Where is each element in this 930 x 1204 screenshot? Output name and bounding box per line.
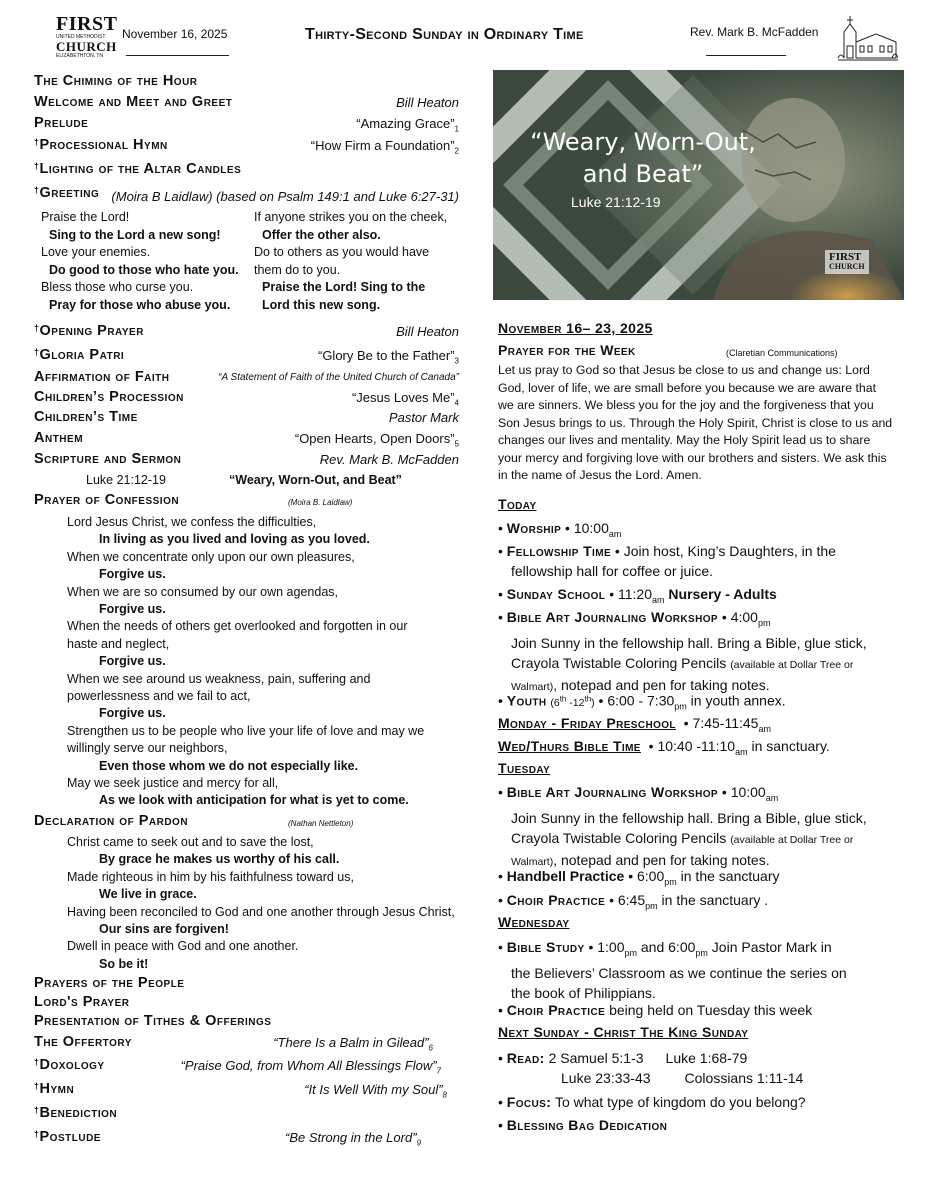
childrens-time-title: Children’s Time <box>34 409 138 425</box>
sunday-school-item: • Sunday School • $11:20_{am}$ Nursery - Adults <box>498 586 777 605</box>
dagger-icon: † <box>34 1129 40 1139</box>
opening-prayer-row <box>34 323 459 343</box>
dagger-icon: † <box>34 1081 40 1091</box>
greeting-response: Pray for those who abuse you. <box>49 297 231 312</box>
gloria-title: †Gloria Patri <box>34 347 125 363</box>
confession-line: May we seek justice and mercy for all, <box>67 776 279 790</box>
postlude-piece: “Be Strong in the $Lord”_9$ <box>285 1130 421 1148</box>
handbell-item: • Handbell Practice • $6:00_{pm}$ in the sanctuary <box>498 868 780 887</box>
week-heading: November 16– 23, 2025 <box>498 320 653 336</box>
pardon-line: Having been reconciled to God and one another through Jesus Christ, <box>67 904 455 919</box>
confession-line: haste and neglect, <box>67 636 170 651</box>
confession-response: Even those whom we do not especially like. <box>99 758 359 773</box>
pardon-response: So be it! <box>99 956 149 971</box>
procession-row <box>34 389 459 409</box>
scripture-reading: Luke 21:12-19 <box>86 473 166 487</box>
logo-church: CHURCH <box>56 39 117 54</box>
prelude-title: Prelude <box>34 115 89 131</box>
pastor-name: Rev. Mark B. McFadden <box>690 25 819 39</box>
tithes-row <box>34 1013 459 1033</box>
pardon-response: Our sins are forgiven! <box>99 922 229 936</box>
preschool-item: Monday - Friday Preschool • $7:45-11:45_{am}$ <box>498 715 771 734</box>
candles-title: †Lighting of the Altar Candles <box>34 161 242 177</box>
sermon-art-logo-first: FIRST <box>829 251 862 263</box>
greeting-response: Praise the Lord! Sing to the <box>262 280 426 294</box>
confession-title: Prayer of Confession <box>34 492 180 508</box>
church-logo <box>56 14 116 58</box>
opening-prayer-leader: Bill Heaton <box>396 324 459 339</box>
welcome-title: Welcome and Meet and Greet <box>34 94 233 110</box>
sermon-art-title-line2: and Beat” <box>582 160 704 188</box>
greeting-left-column <box>41 209 251 314</box>
pardon-title: Declaration of Pardon <box>34 813 189 829</box>
dagger-icon: † <box>34 323 40 333</box>
tithes-title: Presentation of Tithes & Offerings <box>34 1013 272 1029</box>
greeting-right-column <box>254 209 464 314</box>
choir-tuesday-item: • Choir Practice being held on Tuesday this week <box>498 1002 813 1018</box>
confession-line: powerlessness and we fail to act, <box>67 689 251 703</box>
confession-line: When the needs of others get overlooked and forgotten in our <box>67 619 408 634</box>
hymn-piece: “It Is Well With my $Soul”_8$ <box>304 1082 447 1100</box>
processional-title: †Processional Hymn <box>34 137 168 153</box>
sermon-art-title-line1: “Weary, Worn-Out, <box>530 128 756 156</box>
welcome-leader: Bill Heaton <box>396 95 459 110</box>
prelude-piece: “Amazing $Grace”_1$ <box>356 116 459 134</box>
confession-line: Lord Jesus Christ, we confess the difficulties, <box>67 515 317 529</box>
pardon-attribution: (Nathan Nettleton) <box>288 819 354 828</box>
choir-item: • Choir Practice • $6:45_{pm}$ in the sanctuary . <box>498 892 769 911</box>
prelude-row <box>34 115 459 135</box>
journaling-workshop-item: • Bible Art Journaling Workshop • $4:00_{pm}$ Join Sunny in the fellowship hall. Bring a Bible, glue stick, Crayola Twistable Coloring Pencils (available at Dollar Tree or Walmart), notepad and pen for taking notes. <box>498 609 867 693</box>
procession-title: Children’s Procession <box>34 389 184 405</box>
doxology-title: †Doxology <box>34 1057 105 1073</box>
confession-line: Strengthen us to be people who live your life of love and may we <box>67 723 425 738</box>
greeting-line: Do to others as you would have <box>254 245 430 259</box>
hymn-title: †Hymn <box>34 1081 75 1097</box>
doxology-piece: “Praise God, from Whom All Blessings $Flow”_7$ <box>180 1058 441 1076</box>
benediction-row <box>34 1105 459 1125</box>
greeting-line: Love your enemies. <box>41 245 151 259</box>
date-underline <box>126 55 229 56</box>
gloria-piece: “Glory Be to the $Father”_3$ <box>317 348 459 366</box>
sermon-art-logo-church: CHURCH <box>829 262 865 271</box>
dagger-icon: † <box>34 1105 40 1115</box>
pardon-response: By grace he makes us worthy of his call. <box>99 852 340 867</box>
bullet-icon: • <box>498 892 503 908</box>
pardon-line: Made righteous in him by his faithfulness toward us, <box>67 869 354 884</box>
greeting-response: Do good to those who hate you. <box>49 262 239 277</box>
anthem-row <box>34 430 459 450</box>
prayer-week-title: Prayer for the Week <box>498 342 636 358</box>
bible-time-item: Wed/Thurs Bible Time • 10:40 $-11:10_{am}$ in sanctuary. <box>498 738 830 757</box>
sermon-title: “Weary, Worn-Out, and Beat” <box>229 473 402 487</box>
doxology-row <box>34 1057 459 1077</box>
next-sunday-heading: Next Sunday - Christ The King Sunday <box>498 1024 749 1040</box>
bullet-icon: • <box>498 1094 503 1110</box>
journaling-workshop-tuesday-item: • Bible Art Journaling Workshop • $10:00_{am}$ Join Sunny in the fellowship hall. Bring a Bible, glue stick, Crayola Twistable Coloring Pencils (available at Dollar Tree or Walmart), notepad and pen for taking notes. <box>498 784 867 868</box>
logo-first: FIRST <box>56 13 118 35</box>
greeting-line: If anyone strikes you on the cheek, <box>254 210 448 224</box>
focus-item: • Focus: To what type of kingdom do you belong? <box>498 1094 806 1110</box>
dagger-icon: † <box>34 1057 40 1067</box>
dagger-icon: † <box>34 137 40 147</box>
bulletin-date: November 16, 2025 <box>122 27 228 41</box>
logo-sub2: ELIZABETHTON, TN <box>56 53 104 59</box>
sermon-art-reference: Luke 21:12-19 <box>571 194 661 210</box>
greeting-response: Sing to the Lord a new song! <box>49 227 221 242</box>
confession-response: Forgive us. <box>99 706 166 721</box>
greeting-line: them do to you. <box>254 262 341 277</box>
lords-prayer-title: Lord's Prayer <box>34 994 130 1010</box>
benediction-title: †Benediction <box>34 1105 118 1121</box>
blessing-bag-item: • Blessing Bag Dedication <box>498 1117 668 1133</box>
confession-row <box>34 492 459 512</box>
processional-row <box>34 137 459 157</box>
confession-line: When we are so consumed by our own agendas, <box>67 584 338 599</box>
confession-line: willingly serve our neighbors, <box>67 741 228 756</box>
bullet-icon: • <box>498 609 503 625</box>
greeting-line: Bless those who curse you. <box>41 280 194 294</box>
page-title: Thirty-Second Sunday in Ordinary Time <box>305 26 584 43</box>
bullet-icon: • <box>498 1002 503 1018</box>
scripture-title: Scripture and Sermon <box>34 451 182 467</box>
read-item: • Read: 2 Samuel 5:1-3 Luke 1:68-79 Luke 23:33-43 Colossians 1:11-14 <box>498 1050 804 1086</box>
scripture-row <box>34 451 459 471</box>
bullet-icon: • <box>498 939 503 955</box>
scripture-leader: Rev. Mark B. McFadden <box>319 452 459 467</box>
lords-prayer-row <box>34 994 459 1014</box>
dagger-icon: † <box>34 185 40 195</box>
confession-line: When we see around us weakness, pain, suffering and <box>67 671 371 686</box>
worship-item: • Worship • $10:00_{am}$ <box>498 520 622 539</box>
confession-response: In living as you lived and loving as you loved. <box>99 532 370 547</box>
prayers-people-row <box>34 975 459 995</box>
bullet-icon: • <box>498 784 503 800</box>
bullet-icon: • <box>498 1117 503 1133</box>
greeting-title: †Greeting <box>34 185 100 201</box>
bullet-icon: • <box>498 868 503 884</box>
hymn-row <box>34 1081 459 1101</box>
pardon-row <box>34 813 459 833</box>
pardon-line: Dwell in peace with God and one another. <box>67 939 299 954</box>
bible-study-item: • Bible Study • $1:00_{pm}$ and $6:00_{pm}$ Join Pastor Mark in the Believers’ Classroom as we continue the series on the book of Philippians. <box>498 939 847 1001</box>
chiming-row <box>34 73 459 93</box>
dagger-icon: † <box>34 161 40 171</box>
bullet-icon: • <box>498 692 503 709</box>
postlude-title: †Postlude <box>34 1129 101 1145</box>
affirmation-piece: “A Statement of Faith of the United Church of Canada” <box>218 372 459 383</box>
youth-item: • Youth (6th -12th) • 6:00 - $7:30_{pm}$ in youth annex. <box>498 692 786 712</box>
fellowship-item: • Fellowship Time • Join host, King’s Daughters, in the fellowship hall for coffee or juice. <box>498 543 836 579</box>
childrens-time-leader: Pastor Mark <box>388 410 459 425</box>
opening-prayer-title: †Opening Prayer <box>34 323 144 339</box>
postlude-row <box>34 1129 459 1149</box>
processional-piece: “How Firm a $Foundation”_2$ <box>310 138 459 156</box>
affirmation-title: Affirmation of Faith <box>34 369 170 385</box>
sermon-art-title <box>493 126 793 190</box>
bullet-icon: • <box>498 586 503 602</box>
anthem-piece: “Open Hearts, Open $Doors”_5$ <box>294 431 459 449</box>
logo-sub1: UNITED METHODIST <box>56 34 106 40</box>
pardon-line: Christ came to seek out and to save the lost, <box>67 835 314 849</box>
confession-line: When we concentrate only upon our own pleasures, <box>67 549 355 564</box>
sermon-series-image <box>493 70 904 300</box>
confession-attribution: (Moira B. Laidlaw) <box>288 498 353 507</box>
greeting-response: Lord this new song. <box>262 297 381 312</box>
pastor-underline <box>706 55 786 56</box>
bullet-icon: • <box>498 1050 503 1066</box>
confession-response: Forgive us. <box>99 602 166 616</box>
today-heading: Today <box>498 496 537 512</box>
confession-response: Forgive us. <box>99 567 166 582</box>
greeting-attribution: (Moira B Laidlaw) (based on Psalm 149:1 and Luke 6:27-31) <box>111 189 459 204</box>
church-building-icon <box>836 12 898 62</box>
dagger-icon: † <box>34 347 40 357</box>
gloria-row <box>34 347 459 367</box>
confession-response: Forgive us. <box>99 654 166 669</box>
sermon-art-logo <box>825 250 869 274</box>
prayer-week-text: Let us pray to God so that Jesus be close to us and change us: Lord God, lover of life, we are small before you because we are aware that we are sinners. We bless you for the joy and the forgiveness that you Son Jesus brings to us. Through the Holy Spirit, Christ is close to us and changes our lives and mentality. May the Holy Spirit lead us to share your mercy and forgiving love with our brothers and sisters. We ask this in the name of Jesus the Lord. Amen. <box>498 363 893 482</box>
greeting-line: Praise the Lord! <box>41 210 130 224</box>
bullet-icon: • <box>498 520 503 536</box>
anthem-title: Anthem <box>34 430 84 446</box>
wednesday-heading: Wednesday <box>498 914 570 930</box>
offertory-piece: “There Is a Balm in $Gilead”_6$ <box>273 1035 433 1053</box>
affirmation-row <box>34 369 459 389</box>
candles-row <box>34 161 459 181</box>
chiming-title: The Chiming of the Hour <box>34 73 198 89</box>
prayer-week-attribution: (Claretian Communications) <box>726 348 838 358</box>
greeting-row <box>34 185 459 205</box>
welcome-row <box>34 94 459 114</box>
procession-piece: “Jesus Loves $Me”_4$ <box>351 390 459 408</box>
offertory-title: The Offertory <box>34 1034 132 1050</box>
offertory-row <box>34 1034 459 1054</box>
pardon-response: We live in grace. <box>99 887 197 902</box>
prayers-people-title: Prayers of the People <box>34 975 185 991</box>
childrens-time-row <box>34 409 459 429</box>
bullet-icon: • <box>498 543 503 559</box>
greeting-response: Offer the other also. <box>262 227 381 242</box>
confession-response: As we look with anticipation for what is yet to come. <box>99 793 409 808</box>
tuesday-heading: Tuesday <box>498 760 551 776</box>
